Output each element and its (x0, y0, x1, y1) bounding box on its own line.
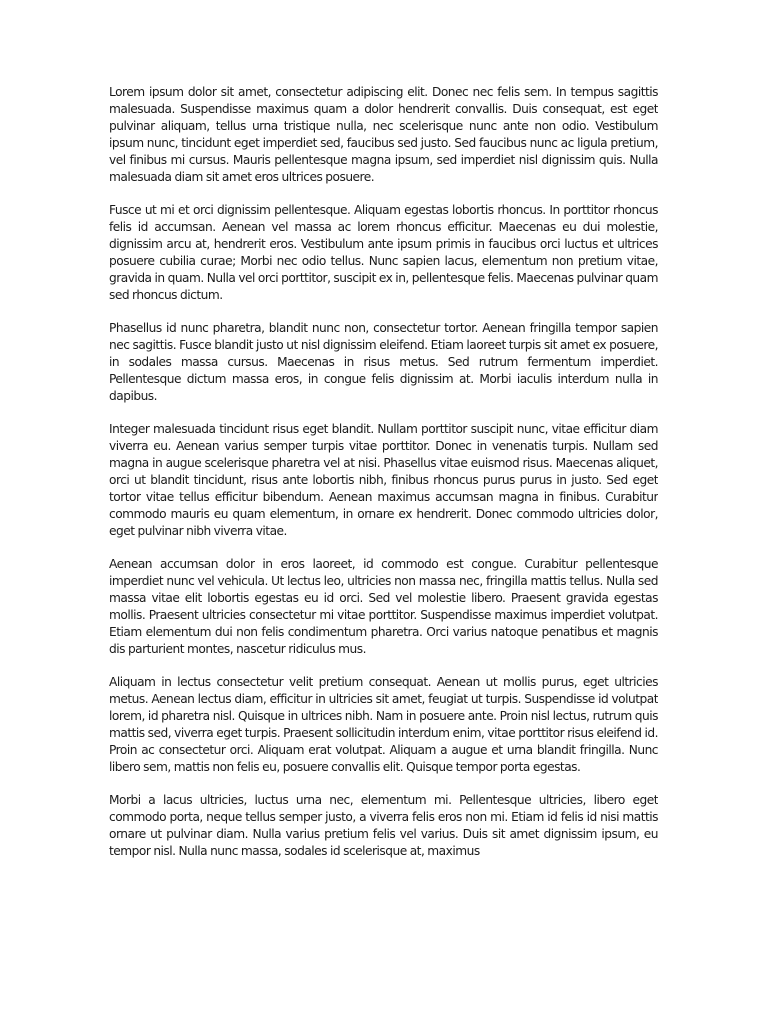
paragraph-6: Aliquam in lectus consectetur velit pretium consequat. Aenean ut mollis purus, eget ultricies metus. Aenean lectus diam, efficitur in ultricies sit amet, feugiat ut turpis. Suspendisse id volutpat lorem, id pharetra nisl. Quisque in ultrices nibh. Nam in posuere ante. Proin nisl lectus, rutrum quis mattis sed, viverra eget turpis. Praesent sollicitudin interdum enim, vitae porttitor risus eleifend id. Proin ac consectetur orci. Aliquam erat volutpat. Aliquam a augue et urna blandit fringilla. Nunc libero sem, mattis non felis eu, posuere convallis elit. Quisque tempor porta egestas. (109, 675, 658, 774)
paragraph-4: Integer malesuada tincidunt risus eget blandit. Nullam porttitor suscipit nunc, vitae efficitur diam viverra eu. Aenean varius semper turpis vitae porttitor. Donec in venenatis turpis. Nullam sed magna in augue scelerisque pharetra vel at nisi. Phasellus vitae euismod risus. Maecenas aliquet, orci ut blandit tincidunt, risus ante lobortis nibh, finibus rhoncus purus purus in justo. Sed eget tortor vitae tellus efficitur bibendum. Aenean maximus accumsan magna in finibus. Curabitur commodo mauris eu quam elementum, in ornare ex hendrerit. Donec commodo ultricies dolor, eget pulvinar nibh viverra vitae. (109, 422, 658, 538)
paragraph-7: Morbi a lacus ultricies, luctus urna nec, elementum mi. Pellentesque ultricies, libero eget commodo porta, neque tellus semper justo, a viverra felis eros non mi. Etiam id felis id nisi mattis ornare ut pulvinar diam. Nulla varius pretium felis vel varius. Duis sit amet dignissim ipsum, eu tempor nisl. Nulla nunc massa, sodales id scelerisque at, maximus (109, 793, 658, 858)
paragraph-1: Lorem ipsum dolor sit amet, consectetur adipiscing elit. Donec nec felis sem. In tempus sagittis malesuada. Suspendisse maximus quam a dolor hendrerit convallis. Duis consequat, est eget pulvinar aliquam, tellus urna tristique nulla, nec scelerisque nunc ante non odio. Vestibulum ipsum nunc, tincidunt eget imperdiet sed, faucibus sed justo. Sed faucibus nunc ac ligula pretium, vel finibus mi cursus. Mauris pellentesque magna ipsum, sed imperdiet nisl dignissim quis. Nulla malesuada diam sit amet eros ultrices posuere. (109, 85, 658, 184)
document-page (109, 84, 658, 944)
paragraph-2: Fusce ut mi et orci dignissim pellentesque. Aliquam egestas lobortis rhoncus. In porttitor rhoncus felis id accumsan. Aenean vel massa ac lorem rhoncus efficitur. Maecenas eu dui molestie, dignissim arcu at, hendrerit eros. Vestibulum ante ipsum primis in faucibus orci luctus et ultrices posuere cubilia curae; Morbi nec odio tellus. Nunc sapien lacus, elementum non pretium vitae, gravida in quam. Nulla vel orci porttitor, suscipit ex in, pellentesque felis. Maecenas pulvinar quam sed rhoncus dictum. (109, 203, 658, 302)
paragraph-5: Aenean accumsan dolor in eros laoreet, id commodo est congue. Curabitur pellentesque imperdiet nunc vel vehicula. Ut lectus leo, ultricies non massa nec, fringilla mattis tellus. Nulla sed massa vitae elit lobortis egestas eu id orci. Sed vel molestie libero. Praesent gravida egestas mollis. Praesent ultricies consectetur mi vitae porttitor. Suspendisse maximus imperdiet volutpat. Etiam elementum dui non felis condimentum pharetra. Orci varius natoque penatibus et magnis dis parturient montes, nascetur ridiculus mus. (109, 557, 658, 656)
paragraph-3: Phasellus id nunc pharetra, blandit nunc non, consectetur tortor. Aenean fringilla tempor sapien nec sagittis. Fusce blandit justo ut nisl dignissim eleifend. Etiam laoreet turpis sit amet ex posuere, in sodales massa cursus. Maecenas in risus metus. Sed rutrum fermentum imperdiet. Pellentesque dictum massa eros, in congue felis dignissim at. Morbi iaculis interdum nulla in dapibus. (109, 321, 658, 403)
